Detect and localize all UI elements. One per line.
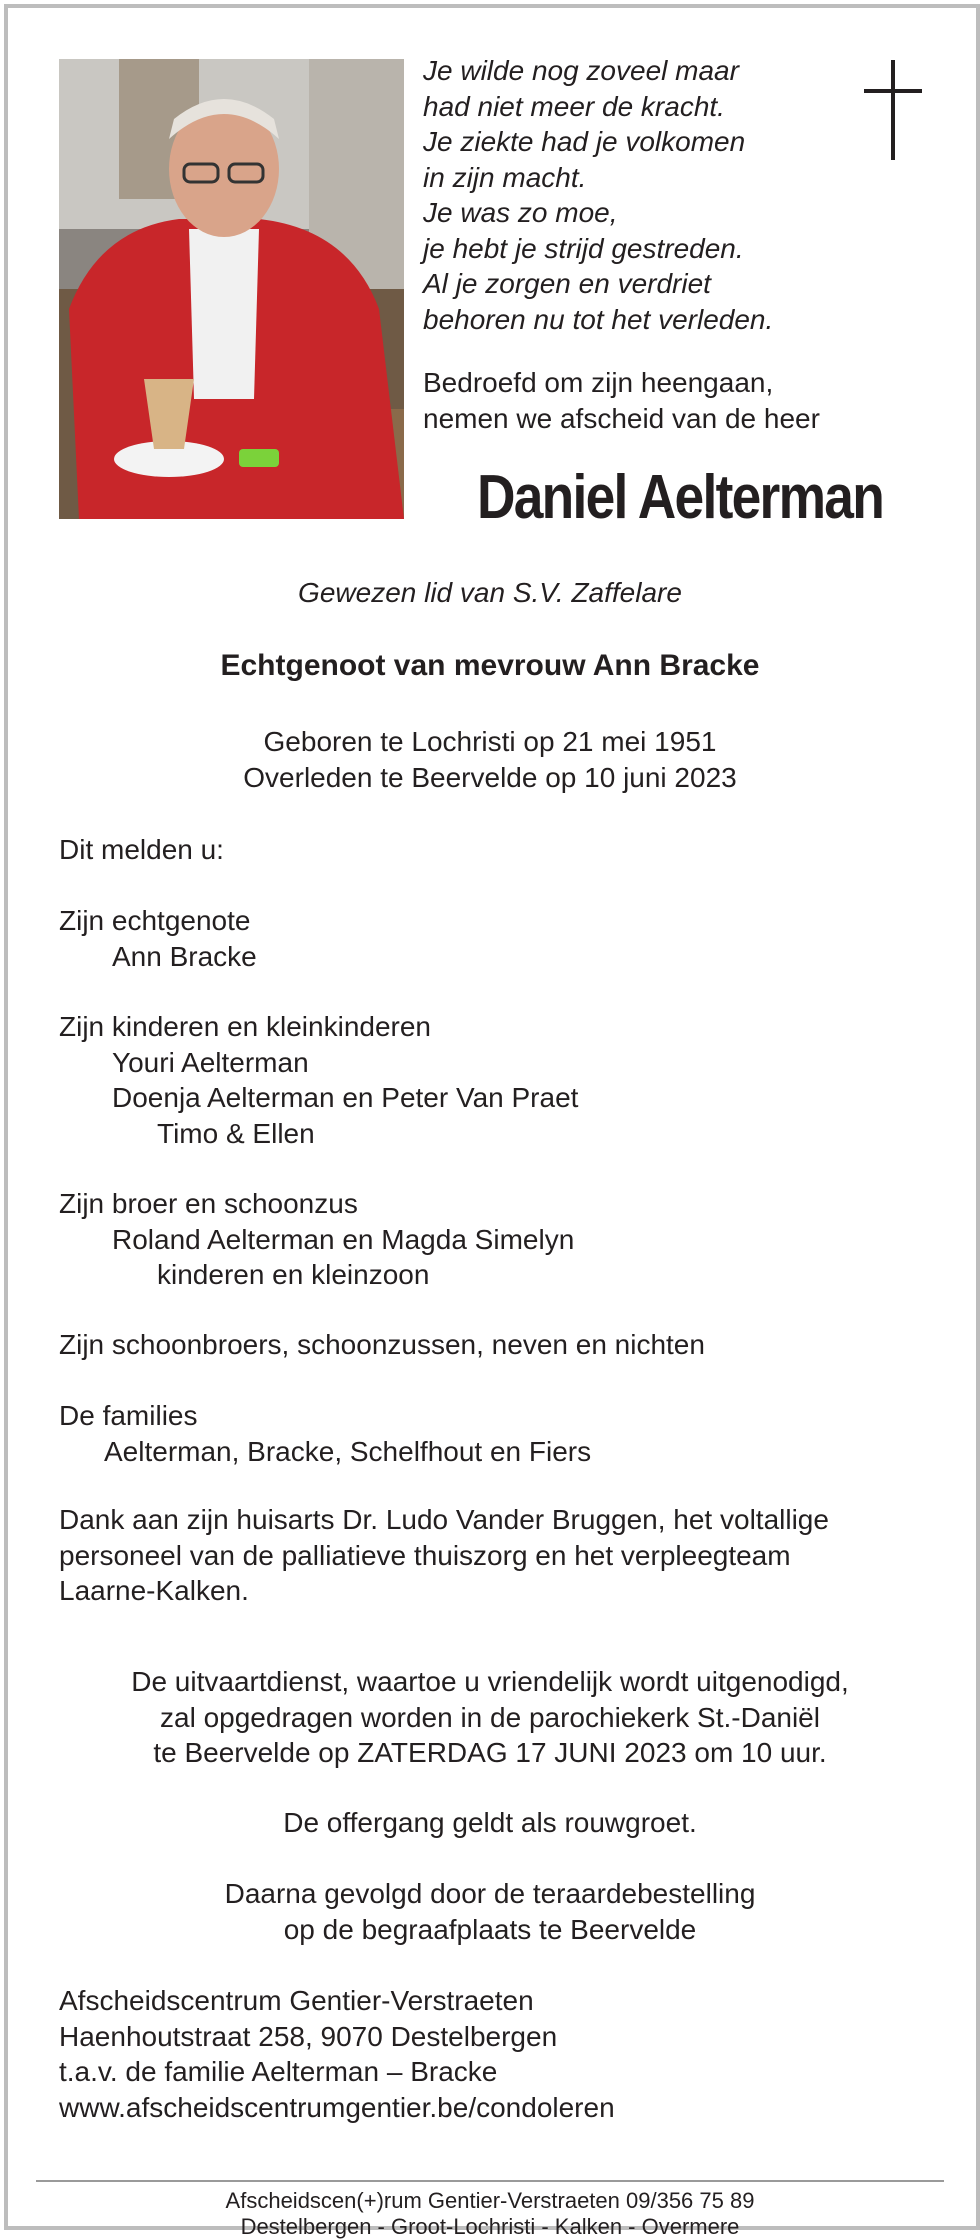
thanks-line: Laarne-Kalken. <box>59 1575 249 1606</box>
poem-line: in zijn macht. <box>423 161 587 193</box>
contact-line: Afscheidscentrum Gentier-Verstraeten <box>59 1985 534 2016</box>
burial-details <box>0 1876 980 1947</box>
burial-line: Daarna gevolgd door de teraardebestelling <box>224 1878 756 1909</box>
family-name: Roland Aelterman en Magda Simelyn <box>112 1223 575 1255</box>
portrait-photo <box>59 59 404 519</box>
family-name: Timo & Ellen <box>157 1117 315 1149</box>
footer-line: Afscheidscen(+)rum Gentier-Verstraeten 09/356 75 89 <box>225 2188 755 2213</box>
contact-block <box>59 1983 615 2125</box>
poem-line: Je wilde nog zoveel maar <box>423 55 739 86</box>
poem-line: Je ziekte had je volkomen <box>423 126 746 157</box>
footer-divider <box>36 2180 944 2182</box>
spouse-section <box>59 903 257 974</box>
spouse-line: Echtgenoot van mevrouw Ann Bracke <box>220 649 760 682</box>
inlaws-line: Zijn schoonbroers, schoonzussen, neven en nichten <box>59 1329 705 1360</box>
service-line: zal opgedragen worden in de parochiekerk St.-Daniël <box>160 1701 820 1733</box>
families-section <box>59 1398 591 1469</box>
poem-line: Al je zorgen en verdriet <box>423 268 711 299</box>
thanks-line: Dank aan zijn huisarts Dr. Ludo Vander Bruggen, het voltallige <box>59 1504 829 1535</box>
section-heading: Zijn echtgenote <box>59 905 251 936</box>
service-details <box>0 1664 980 1771</box>
poem-line: Je was zo moe, <box>423 197 618 228</box>
cross-icon <box>864 60 922 160</box>
contact-line: t.a.v. de familie Aelterman – Bracke <box>59 2056 498 2087</box>
membership-line: Gewezen lid van S.V. Zaffelare <box>298 577 682 608</box>
poem <box>423 53 773 337</box>
siblings-section <box>59 1186 574 1293</box>
section-heading: Zijn broer en schoonzus <box>59 1188 358 1219</box>
section-heading: De families <box>59 1400 198 1431</box>
service-line: De uitvaartdienst, waartoe u vriendelijk wordt uitgenodigd, <box>131 1666 849 1697</box>
announcement-intro: Dit melden u: <box>59 834 224 865</box>
service-line: te Beervelde op ZATERDAG 17 JUNI 2023 om 10 uur. <box>153 1737 827 1768</box>
family-name: Youri Aelterman <box>112 1046 309 1078</box>
poem-line: had niet meer de kracht. <box>423 90 725 122</box>
poem-line: behoren nu tot het verleden. <box>423 303 774 335</box>
death-line: Overleden te Beervelde op 10 juni 2023 <box>243 761 737 793</box>
contact-line: Haenhoutstraat 258, 9070 Destelbergen <box>59 2020 558 2052</box>
intro-text <box>423 365 820 436</box>
family-name: Ann Bracke <box>112 940 257 972</box>
poem-line: je hebt je strijd gestreden. <box>423 232 744 264</box>
burial-line: op de begraafplaats te Beervelde <box>283 1913 697 1945</box>
life-dates <box>0 724 980 795</box>
deceased-name: Daniel Aelterman <box>476 463 884 532</box>
thanks-paragraph <box>59 1502 829 1609</box>
birth-line: Geboren te Lochristi op 21 mei 1951 <box>263 726 717 757</box>
children-section <box>59 1009 578 1151</box>
footer-line: Destelbergen - Groot-Lochristi - Kalken - Overmere <box>240 2214 740 2239</box>
footer <box>0 2188 980 2240</box>
section-heading: Zijn kinderen en kleinkinderen <box>59 1011 431 1042</box>
family-name: Aelterman, Bracke, Schelfhout en Fiers <box>104 1435 592 1467</box>
intro-line: nemen we afscheid van de heer <box>423 402 820 434</box>
family-name: kinderen en kleinzoon <box>157 1259 430 1290</box>
condolence-link[interactable]: www.afscheidscentrumgentier.be/condoleren <box>59 2091 615 2123</box>
family-name: Doenja Aelterman en Peter Van Praet <box>112 1082 579 1113</box>
thanks-line: personeel van de palliatieve thuiszorg en het verpleegteam <box>59 1539 791 1571</box>
intro-line: Bedroefd om zijn heengaan, <box>423 367 774 398</box>
offering-line: De offergang geldt als rouwgroet. <box>283 1807 697 1838</box>
